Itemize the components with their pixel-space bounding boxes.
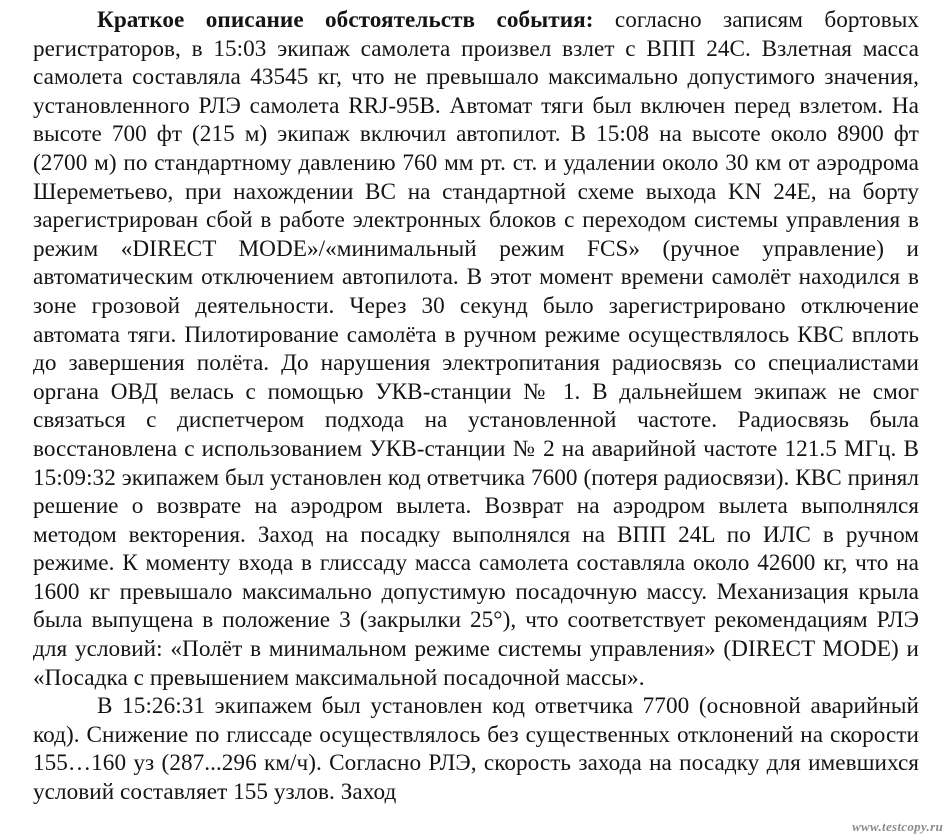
paragraph-event-summary [33, 6, 919, 692]
paragraph-approach-details-text: В 15:26:31 экипажем был установлен код ответчика 7700 (основной аварийный код). Снижение по глиссаде осуществлялось без существенных отклонений на скорости 155…160 уз (287...296 км/ч). Согласно РЛЭ, скорость захода на посадку для имевшихся условий составляет 155 узлов. Заход [33, 693, 919, 806]
paragraph-lead-heading: Краткое описание обстоятельств события: [97, 7, 594, 33]
paragraph-approach-details [33, 692, 919, 806]
source-watermark: www.testcopy.ru [852, 819, 943, 834]
paragraph-event-summary-text: согласно записям бортовых регистраторов, в 15:03 экипаж самолета произвел взлет с ВПП 24С. Взлетная масса самолета составляла 43545 кг, что не превышало максимально допустимого значения, установленного РЛЭ самолета RRJ-95B. Автомат тяги был включен перед взлетом. На высоте 700 фт (215 м) экипаж включил автопилот. В 15:08 на высоте около 8900 фт (2700 м) по стандартному давлению 760 мм рт. ст. и удалении около 30 км от аэродрома Шереметьево, при нахождении ВС на стандартной схеме выхода KN 24E, на борту зарегистрирован сбой в работе электронных блоков с переходом системы управления в режим «DIRECT MODE»/«минимальный режим FCS» (ручное управление) и автоматическим отключением автопилота. В этот момент времени самолёт находился в зоне грозовой деятельности. Через 30 секунд было зарегистрировано отключение автомата тяги. Пилотирование самолёта в ручном режиме осуществлялось КВС вплоть до завершения полёта. До нарушения электропитания радиосвязь со специалистами органа ОВД велась с помощью УКВ-станции № 1. В дальнейшем экипаж не смог связаться с диспетчером подхода на установленной частоте. Радиосвязь была восстановлена с использованием УКВ-станции № 2 на аварийной частоте 121.5 МГц. В 15:09:32 экипажем был установлен код ответчика 7600 (потеря радиосвязи). КВС принял решение о возврате на аэродром вылета. Возврат на аэродром вылета выполнялся методом векторения. Заход на посадку выполнялся на ВПП 24L по ИЛС в ручном режиме. К моменту входа в глиссаду масса самолета составляла около 42600 кг, что на 1600 кг превышало максимально допустимую посадочную массу. Механизация крыла была выпущена в положение 3 (закрылки 25°), что соответствует рекомендациям РЛЭ для условий: «Полёт в минимальном режиме системы управления» (DIRECT MODE) и «Посадка с превышением максимальной посадочной массы». [33, 7, 919, 691]
